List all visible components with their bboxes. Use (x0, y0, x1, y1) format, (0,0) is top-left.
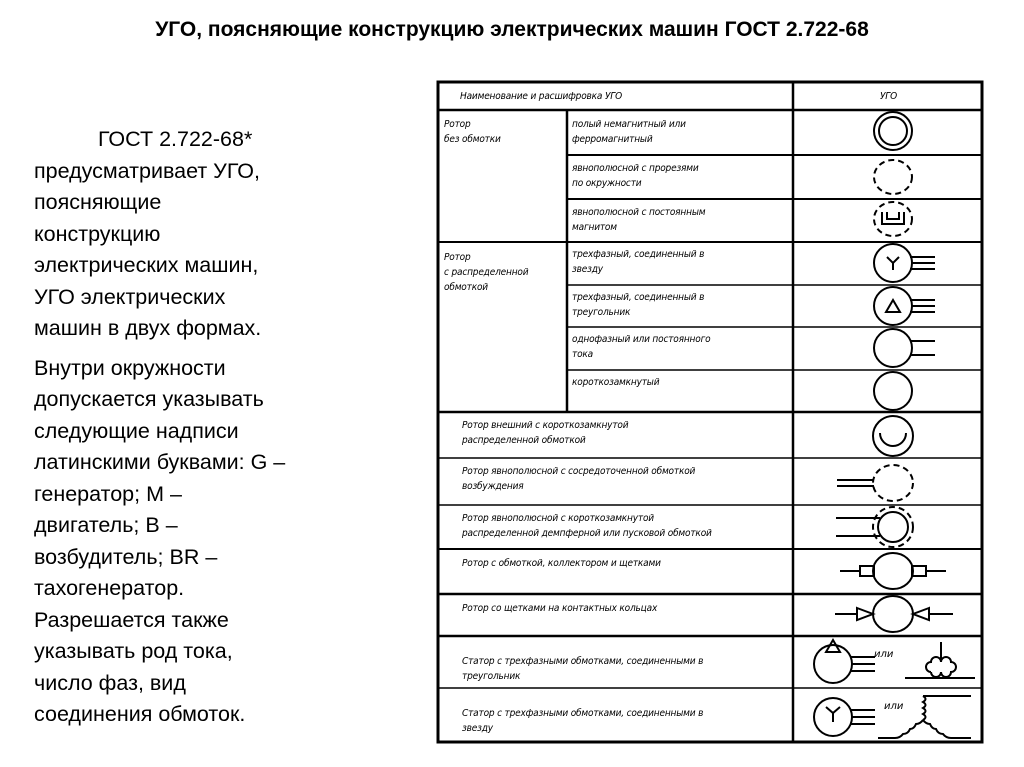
hollow-rotor-symbol (874, 112, 912, 150)
text-line: следующие надписи (34, 418, 239, 443)
text-line: Внутри окружности (34, 355, 226, 380)
text-line: двигатель; B – (34, 513, 178, 537)
cell-line: возбуждения (462, 481, 524, 492)
table-row (572, 332, 710, 362)
cell-line: трехфазный, соединенный в (572, 292, 705, 303)
commutator-rotor-symbol (840, 553, 946, 589)
cell-line: Ротор со щетками на контактных кольцах (462, 603, 658, 614)
header-name: Наименование и расшифровка УГО (460, 91, 622, 102)
cell-line: Статор с трехфазными обмотками, соединенными в (462, 708, 704, 719)
table-row (572, 375, 659, 390)
cell-line: без обмотки (444, 134, 501, 145)
table-row (462, 654, 703, 684)
table-row (462, 511, 712, 541)
text-line: тахогенератор. (34, 576, 185, 600)
cell-line: Ротор явнополюсной с сосредоточенной обмоткой (462, 466, 696, 477)
cell-line: Ротор внешний с короткозамкнутой (462, 420, 629, 431)
group-rotor-distributed-winding (444, 250, 528, 295)
cell-line: короткозамкнутый (572, 377, 660, 388)
text-line: поясняющие (34, 190, 162, 214)
cell-line: трехфазный, соединенный в (572, 249, 705, 260)
text-line: допускается указывать (34, 387, 264, 411)
table-grid (438, 82, 982, 742)
table-row (572, 117, 686, 147)
cell-line: Ротор (444, 252, 471, 263)
text-line: УГО электрических (34, 284, 226, 309)
or-label-1: или (874, 649, 894, 660)
table-row (462, 464, 695, 494)
cell-line: звезду (462, 723, 493, 734)
text-line: число фаз, вид (34, 670, 186, 695)
text-line: конструкцию (34, 221, 161, 246)
single-phase-rotor-symbol (874, 329, 935, 367)
text-line: соединения обмоток. (34, 702, 246, 726)
permanent-magnet-rotor-symbol (874, 202, 912, 236)
cell-line: по окружности (572, 178, 642, 189)
cell-line: магнитом (572, 222, 617, 233)
cell-line: однофазный или постоянного (572, 334, 711, 345)
text-line: генератор; M – (34, 481, 182, 506)
cell-line: тока (572, 349, 593, 360)
salient-pole-damper-rotor-symbol (836, 507, 913, 547)
cell-line: явнополюсной с постоянным (572, 207, 706, 218)
cell-line: Ротор с обмоткой, коллектором и щетками (462, 558, 661, 569)
cell-line: Статор с трехфазными обмотками, соединенными в (462, 656, 704, 667)
three-phase-star-rotor-symbol (874, 244, 935, 282)
squirrel-cage-rotor-symbol (874, 372, 912, 410)
cell-line: Ротор (444, 119, 471, 130)
cell-line: распределенной обмоткой (462, 435, 586, 446)
cell-line: распределенной демпферной или пусковой обмоткой (462, 528, 712, 539)
slip-ring-rotor-symbol (835, 596, 953, 632)
table-row (572, 247, 704, 277)
cell-line: Ротор явнополюсной с короткозамкнутой (462, 513, 654, 524)
table-row (462, 601, 657, 616)
slide-title: УГО, поясняющие конструкцию электрических машин ГОСТ 2.722-68 (155, 18, 869, 41)
text-line: предусматривает УГО, (34, 158, 260, 183)
cell-line: треугольник (462, 671, 521, 682)
cell-line: полый немагнитный или (572, 119, 686, 130)
cell-line: ферромагнитный (572, 134, 653, 145)
three-phase-delta-rotor-symbol (874, 287, 935, 325)
table-row (462, 418, 628, 448)
cell-line: треугольник (572, 307, 631, 318)
table-row (462, 556, 661, 571)
header-symbol: УГО (880, 91, 898, 102)
or-label-2: или (884, 701, 904, 712)
table-row (572, 205, 705, 235)
table-row (572, 290, 704, 320)
external-squirrel-cage-rotor-symbol (873, 416, 913, 456)
text-line: ГОСТ 2.722-68* (98, 127, 253, 151)
text-line: латинскими буквами: G – (34, 450, 286, 474)
salient-pole-excitation-rotor-symbol (837, 465, 913, 501)
table-row (462, 706, 703, 736)
table-row (572, 161, 699, 191)
text-line: электрических машин, (34, 253, 259, 277)
salient-pole-slotted-rotor-symbol (874, 160, 912, 194)
cell-line: явнополюсной с прорезями (572, 163, 699, 174)
stator-delta-symbol (814, 640, 975, 683)
cell-line: с распределенной (444, 267, 529, 278)
text-line: машин в двух формах. (34, 316, 262, 340)
group-rotor-no-winding (444, 117, 501, 147)
text-line: Разрешается также (34, 607, 229, 632)
text-line: указывать род тока, (34, 639, 233, 663)
cell-line: звезду (572, 264, 603, 275)
text-line: возбудитель; BR – (34, 544, 218, 569)
cell-line: обмоткой (444, 282, 488, 293)
